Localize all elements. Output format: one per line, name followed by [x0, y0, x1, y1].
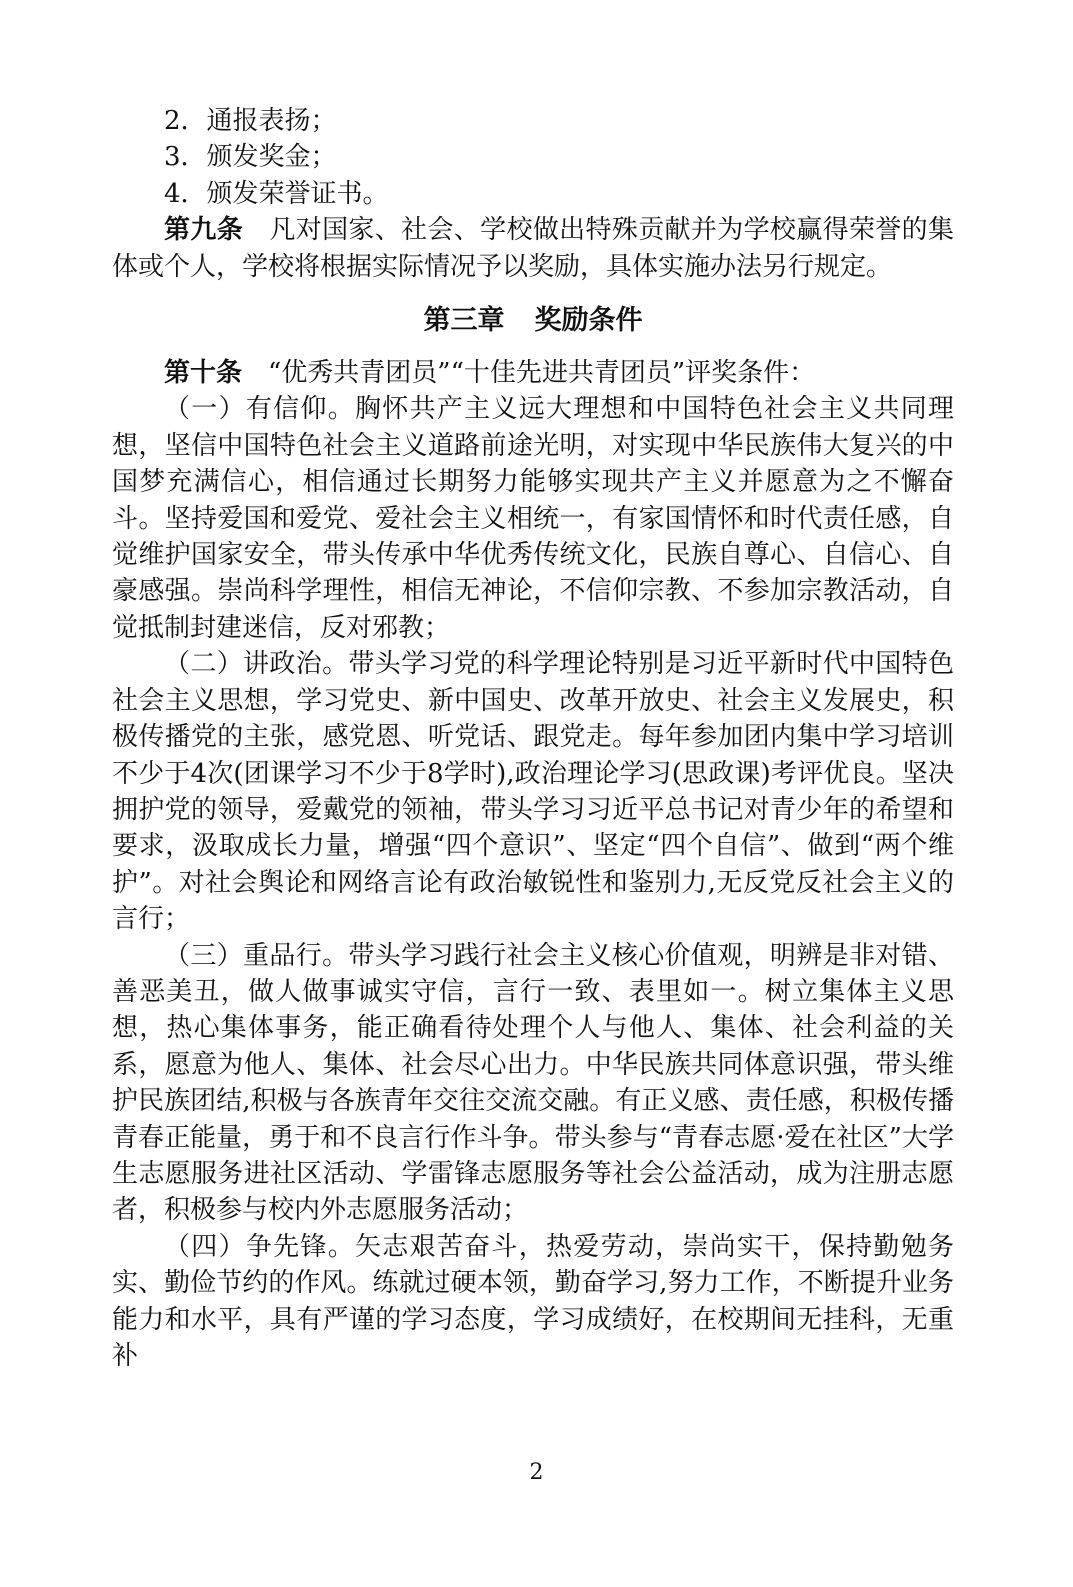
- article-9-text: 凡对国家、社会、学校做出特殊贡献并为学校赢得荣誉的集体或个人，学校将根据实际情况予以奖励，具体实施办法另行规定。: [112, 215, 954, 282]
- chapter-title: 奖励条件: [534, 305, 643, 337]
- chapter-number: 第三章: [423, 305, 505, 337]
- page-number: 2: [529, 1460, 544, 1485]
- list-item: 4．颁发荣誉证书。: [164, 178, 389, 209]
- chapter-heading: [112, 303, 954, 339]
- clause-paragraph: （二）讲政治。带头学习党的科学理论特别是习近平新时代中国特色社会主义思想，学习党史、新中国史、改革开放史、社会主义发展史，积极传播党的主张，感党恩、听党话、跟党走。每年参加团内集中学习培训不少于4次(团课学习不少于8学时),政治理论学习(思政课)考评优良。坚决拥护党的领导，爱戴党的领袖，带头学习习近平总书记对青少年的希望和要求，汲取成长力量，增强“四个意识”、坚定“四个自信”、做到“两个维护”。对社会舆论和网络言论有政治敏锐性和鉴别力,无反党反社会主义的言行；: [112, 649, 954, 935]
- article-10: [112, 355, 954, 391]
- clause-paragraph: （四）争先锋。矢志艰苦奋斗，热爱劳动，崇尚实干，保持勤勉务实、勤俭节约的作风。练就过硬本领，勤奋学习,努力工作，不断提升业务能力和水平，具有严谨的学习态度，学习成绩好，在校期间无挂科，无重补: [112, 1231, 954, 1371]
- document-body: [112, 103, 954, 1374]
- list-item: 2．通报表扬；: [164, 106, 337, 136]
- article-10-text: “优秀共青团员”“十佳先进共青团员”评奖条件：: [268, 358, 816, 389]
- article-10-heading: 第十条: [164, 358, 243, 389]
- article-9-heading: 第九条: [164, 215, 244, 246]
- list-item: 3．颁发奖金；: [164, 142, 337, 173]
- article-9: [112, 212, 954, 285]
- clause-paragraph: （三）重品行。带头学习践行社会主义核心价值观，明辨是非对错、善恶美丑，做人做事诚实守信，言行一致、表里如一。树立集体主义思想，热心集体事务，能正确看待处理个人与他人、集体、社会利益的关系，愿意为他人、集体、社会尽心出力。中华民族共同体意识强，带头维护民族团结,积极与各族青年交往交流交融。有正义感、责任感，积极传播青春正能量，勇于和不良言行作斗争。带头参与“青春志愿·爱在社区”大学生志愿服务进社区活动、学雷锋志愿服务等社会公益活动，成为注册志愿者，积极参与校内外志愿服务活动；: [112, 940, 954, 1226]
- clause-paragraph: （一）有信仰。胸怀共产主义远大理想和中国特色社会主义共同理想，坚信中国特色社会主义道路前途光明，对实现中华民族伟大复兴的中国梦充满信心，相信通过长期努力能够实现共产主义并愿意为之不懈奋斗。坚持爱国和爱党、爱社会主义相统一，有家国情怀和时代责任感，自觉维护国家安全，带头传承中华优秀传统文化，民族自尊心、自信心、自豪感强。崇尚科学理性，相信无神论，不信仰宗教、不参加宗教活动，自觉抵制封建迷信，反对邪教；: [112, 394, 954, 643]
